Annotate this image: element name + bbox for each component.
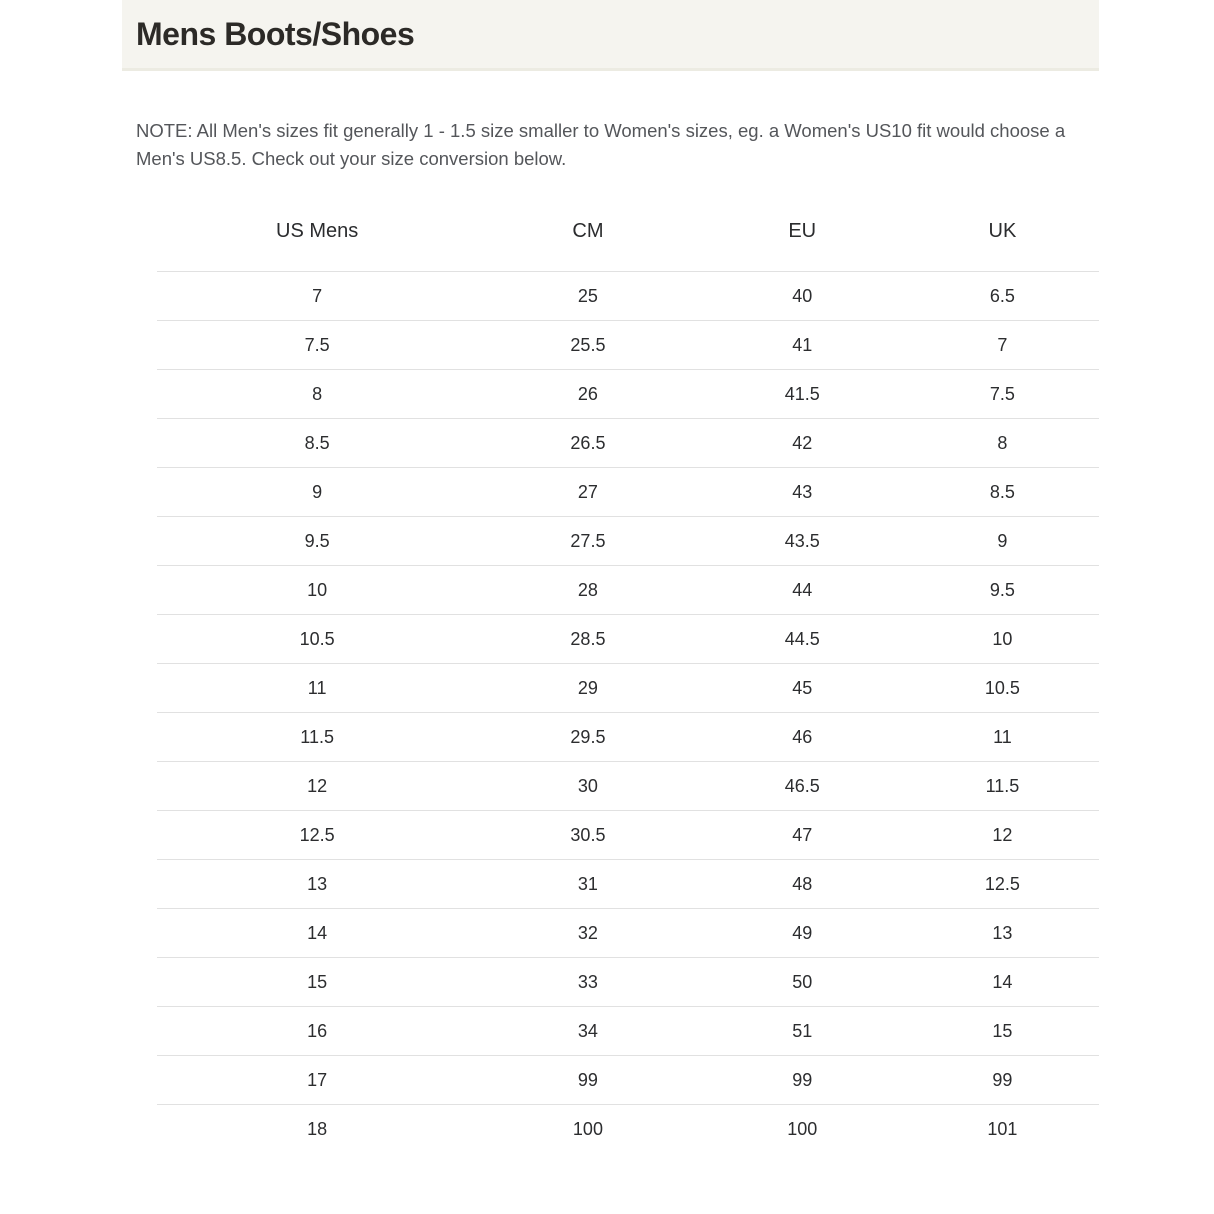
- size-cell: 7.5: [906, 370, 1099, 419]
- size-cell: 11: [157, 664, 477, 713]
- size-cell: 99: [906, 1056, 1099, 1105]
- size-cell: 13: [157, 860, 477, 909]
- table-row: [157, 762, 1099, 811]
- table-row: [157, 811, 1099, 860]
- size-cell: 101: [906, 1105, 1099, 1154]
- size-cell: 49: [699, 909, 906, 958]
- column-header-uk: UK: [988, 220, 1017, 242]
- size-cell: 11.5: [906, 762, 1099, 811]
- size-cell: 46: [699, 713, 906, 762]
- table-row: [157, 1007, 1099, 1056]
- size-cell: 10: [906, 615, 1099, 664]
- table-row: [157, 419, 1099, 468]
- table-row: [157, 860, 1099, 909]
- size-cell: 41: [699, 321, 906, 370]
- size-cell: 8: [906, 419, 1099, 468]
- size-cell: 9.5: [157, 517, 477, 566]
- size-cell: 7: [906, 321, 1099, 370]
- table-row: [157, 909, 1099, 958]
- table-row: [157, 517, 1099, 566]
- size-cell: 34: [477, 1007, 698, 1056]
- size-cell: 32: [477, 909, 698, 958]
- table-row: [157, 272, 1099, 321]
- size-cell: 9.5: [906, 566, 1099, 615]
- size-conversion-table: [157, 211, 1099, 1154]
- table-head: [157, 211, 1099, 272]
- size-cell: 17: [157, 1056, 477, 1105]
- size-cell: 12: [906, 811, 1099, 860]
- size-cell: 26: [477, 370, 698, 419]
- size-cell: 12: [157, 762, 477, 811]
- table-row: [157, 468, 1099, 517]
- size-cell: 41.5: [699, 370, 906, 419]
- size-cell: 99: [699, 1056, 906, 1105]
- size-cell: 10: [157, 566, 477, 615]
- table-row: [157, 1105, 1099, 1154]
- table-body: [157, 272, 1099, 1154]
- table-row: [157, 566, 1099, 615]
- size-cell: 18: [157, 1105, 477, 1154]
- size-cell: 42: [699, 419, 906, 468]
- size-cell: 10.5: [157, 615, 477, 664]
- size-cell: 30.5: [477, 811, 698, 860]
- size-guide-page: [122, 0, 1099, 1154]
- size-cell: 15: [157, 958, 477, 1007]
- size-cell: 10.5: [906, 664, 1099, 713]
- size-cell: 13: [906, 909, 1099, 958]
- size-cell: 7.5: [157, 321, 477, 370]
- size-cell: 8.5: [906, 468, 1099, 517]
- size-cell: 43: [699, 468, 906, 517]
- size-cell: 44: [699, 566, 906, 615]
- column-header-cm: CM: [572, 220, 604, 242]
- size-cell: 45: [699, 664, 906, 713]
- table-row: [157, 1056, 1099, 1105]
- size-cell: 14: [157, 909, 477, 958]
- page-title: Mens Boots/Shoes: [136, 15, 415, 52]
- size-cell: 15: [906, 1007, 1099, 1056]
- table-header-row: [157, 211, 1099, 272]
- size-cell: 6.5: [906, 272, 1099, 321]
- table-row: [157, 370, 1099, 419]
- table-row: [157, 321, 1099, 370]
- size-cell: 12.5: [906, 860, 1099, 909]
- size-cell: 28: [477, 566, 698, 615]
- size-cell: 46.5: [699, 762, 906, 811]
- size-cell: 14: [906, 958, 1099, 1007]
- size-cell: 43.5: [699, 517, 906, 566]
- sizing-note-text: NOTE: All Men's sizes fit generally 1 - 1.5 size smaller to Women's sizes, eg. a Women's US10 fit would choose a Men's US8.5. Check out your size conversion below.: [136, 120, 1066, 169]
- size-cell: 100: [699, 1105, 906, 1154]
- table-row: [157, 664, 1099, 713]
- table-row: [157, 615, 1099, 664]
- page-header: [122, 0, 1099, 71]
- size-cell: 40: [699, 272, 906, 321]
- size-cell: 9: [906, 517, 1099, 566]
- size-cell: 51: [699, 1007, 906, 1056]
- size-cell: 8.5: [157, 419, 477, 468]
- size-cell: 47: [699, 811, 906, 860]
- size-cell: 100: [477, 1105, 698, 1154]
- size-cell: 9: [157, 468, 477, 517]
- size-cell: 44.5: [699, 615, 906, 664]
- size-cell: 25.5: [477, 321, 698, 370]
- size-cell: 30: [477, 762, 698, 811]
- column-header-us-mens: US Mens: [276, 220, 359, 242]
- size-cell: 27: [477, 468, 698, 517]
- size-cell: 11: [906, 713, 1099, 762]
- size-cell: 16: [157, 1007, 477, 1056]
- table-row: [157, 958, 1099, 1007]
- table-row: [157, 713, 1099, 762]
- size-cell: 28.5: [477, 615, 698, 664]
- column-header-eu: EU: [788, 220, 817, 242]
- size-cell: 26.5: [477, 419, 698, 468]
- size-cell: 25: [477, 272, 698, 321]
- size-cell: 99: [477, 1056, 698, 1105]
- size-cell: 11.5: [157, 713, 477, 762]
- size-cell: 31: [477, 860, 698, 909]
- size-cell: 29.5: [477, 713, 698, 762]
- size-cell: 8: [157, 370, 477, 419]
- size-cell: 29: [477, 664, 698, 713]
- size-cell: 7: [157, 272, 477, 321]
- size-cell: 12.5: [157, 811, 477, 860]
- size-cell: 33: [477, 958, 698, 1007]
- size-cell: 50: [699, 958, 906, 1007]
- size-cell: 48: [699, 860, 906, 909]
- size-cell: 27.5: [477, 517, 698, 566]
